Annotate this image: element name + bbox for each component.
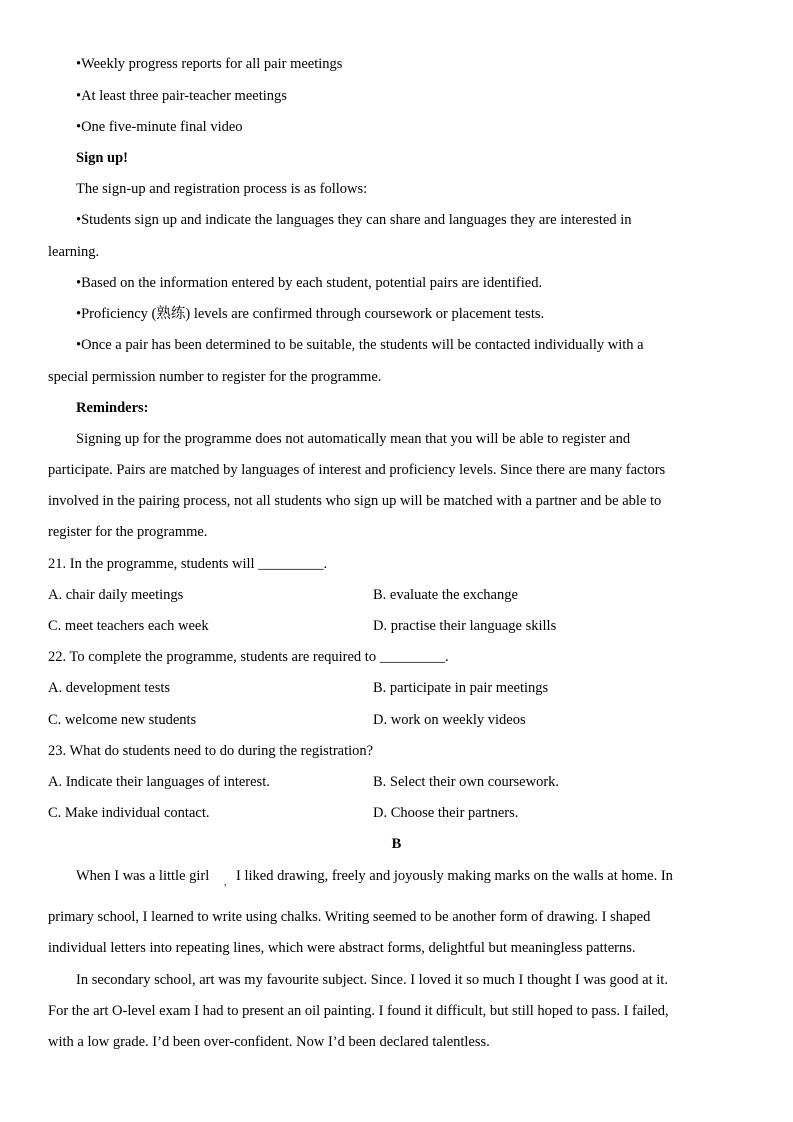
question-stem: 22. To complete the programme, students are required to _________. — [48, 649, 449, 665]
signup-step: •Once a pair has been determined to be suitable, the students will be contacted individually with a — [76, 337, 644, 353]
option-b: B. participate in pair meetings — [373, 680, 549, 696]
question-stem: 23. What do students need to do during the registration? — [48, 743, 374, 759]
signup-heading: Sign up! — [76, 150, 128, 166]
signup-step: •Based on the information entered by each student, potential pairs are identified. — [76, 275, 543, 291]
passage-text: When I was a little girl — [76, 868, 210, 884]
reminders-text: participate. Pairs are matched by languages of interest and proficiency levels. Since there are many factors — [48, 462, 666, 478]
passage-text: In secondary school, art was my favourite subject. Since. I loved it so much I thought I was good at it. — [76, 972, 668, 988]
reminders-heading: Reminders: — [76, 400, 149, 416]
option-c: C. Make individual contact. — [48, 805, 210, 821]
section-b-heading: B — [391, 836, 402, 852]
signup-step-continued: special permission number to register for the programme. — [48, 369, 382, 385]
signup-step: •Proficiency (熟练) levels are confirmed through coursework or placement tests. — [76, 306, 545, 322]
option-c: C. welcome new students — [48, 712, 197, 728]
reminders-text: register for the programme. — [48, 524, 208, 540]
passage-text: with a low grade. I’d been over-confident. Now I’d been declared talentless. — [48, 1034, 490, 1050]
option-a: A. Indicate their languages of interest. — [48, 774, 270, 790]
signup-step: •Students sign up and indicate the languages they can share and languages they are interested in — [76, 212, 632, 228]
requirement-item: •One five-minute final video — [76, 119, 243, 135]
signup-step-continued: learning. — [48, 244, 100, 260]
option-c: C. meet teachers each week — [48, 618, 209, 634]
passage-comma: , — [224, 877, 227, 888]
passage-text: I liked drawing, freely and joyously making marks on the walls at home. In — [236, 868, 673, 884]
option-d: D. practise their language skills — [373, 618, 557, 634]
question-stem: 21. In the programme, students will _________. — [48, 556, 328, 572]
requirement-item: •Weekly progress reports for all pair meetings — [76, 56, 343, 72]
passage-text: primary school, I learned to write using chalks. Writing seemed to be another form of drawing. I shaped — [48, 909, 651, 925]
reminders-text: Signing up for the programme does not automatically mean that you will be able to register and — [76, 431, 631, 447]
signup-intro: The sign-up and registration process is as follows: — [76, 181, 368, 197]
option-b: B. evaluate the exchange — [373, 587, 518, 603]
passage-text: For the art O-level exam I had to present an oil painting. I found it difficult, but still hoped to pass. I failed, — [48, 1003, 669, 1019]
option-a: A. development tests — [48, 680, 171, 696]
option-a: A. chair daily meetings — [48, 587, 184, 603]
reminders-text: involved in the pairing process, not all students who sign up will be matched with a partner and be able to — [48, 493, 662, 509]
passage-text: individual letters into repeating lines, which were abstract forms, delightful but meaningless patterns. — [48, 940, 636, 956]
option-b: B. Select their own coursework. — [373, 774, 560, 790]
option-d: D. work on weekly videos — [373, 712, 526, 728]
option-d: D. Choose their partners. — [373, 805, 519, 821]
requirement-item: •At least three pair-teacher meetings — [76, 88, 287, 104]
